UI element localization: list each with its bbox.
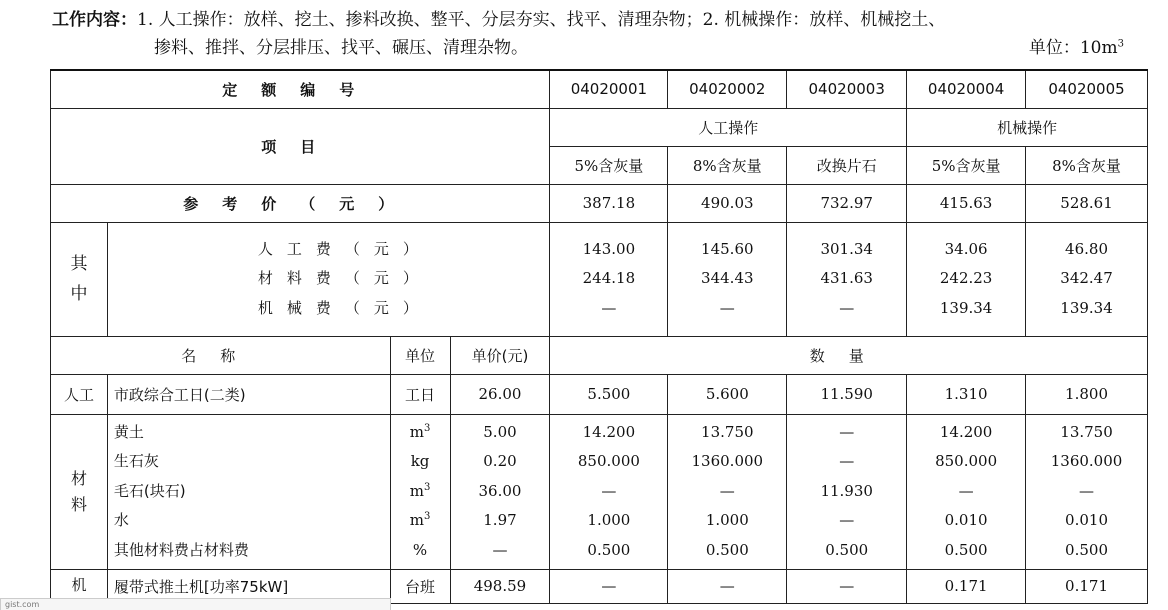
ref-price-cell: 415.63 — [907, 184, 1026, 222]
labor-qty: 5.600 — [668, 374, 787, 414]
material-item-unit: % — [412, 540, 428, 559]
labor-item-unit: 工日 — [390, 374, 450, 414]
subhead-cell: 8%含灰量 — [1026, 146, 1148, 184]
ref-price-cell: 732.97 — [787, 184, 907, 222]
machine-item-name: 履带式推土机[功率75kW] — [107, 569, 390, 603]
subhead-cell: 8%含灰量 — [668, 146, 787, 184]
code-row-label: 定额编号 — [51, 70, 550, 108]
machine-fee-label: 机械费（元） — [257, 298, 432, 317]
subhead-cell: 5%含灰量 — [550, 146, 668, 184]
labor-qty: 5.500 — [550, 374, 668, 414]
labor-row — [51, 374, 1148, 414]
machine-qty: — — [787, 569, 907, 603]
work-content-text-1: 1. 人工操作：放样、挖土、掺料改换、整平、分层夯实、找平、清理杂物；2. 机械操作：放样、机械挖土、 — [137, 10, 946, 30]
labor-item-name: 市政综合工日(二类) — [107, 374, 390, 414]
work-content-header — [52, 6, 1162, 62]
group-row — [51, 108, 1148, 146]
machine-qty: 0.171 — [1026, 569, 1148, 603]
machine-item-unit: 台班 — [390, 569, 450, 603]
material-item-name: 水 — [113, 511, 129, 530]
labor-fee-label: 人工费（元） — [257, 239, 432, 258]
material-qty-col-4: 14.200 850.000 — 0.010 0.500 — [907, 414, 1026, 569]
work-content-label: 工作内容： — [52, 10, 137, 30]
material-item-unit: $m^3$ — [409, 422, 431, 441]
material-qty-col-5: 13.750 1360.000 — 0.010 0.500 — [1026, 414, 1148, 569]
machine-item-price: 498.59 — [450, 569, 550, 603]
labor-qty: 1.800 — [1026, 374, 1148, 414]
header-line-1 — [52, 6, 1162, 34]
fee-row — [51, 222, 1148, 336]
material-units — [390, 414, 450, 569]
group-manual: 人工操作 — [550, 108, 907, 146]
subhead-cell: 5%含灰量 — [907, 146, 1026, 184]
labor-category: 人工 — [51, 374, 108, 414]
ref-price-cell: 490.03 — [668, 184, 787, 222]
name-col-header: 名称 — [51, 336, 391, 374]
machine-qty: 0.171 — [907, 569, 1026, 603]
material-qty-col-3: — — 11.930 — 0.500 — [787, 414, 907, 569]
fee-labels — [107, 222, 550, 336]
material-item-unit: $m^3$ — [409, 481, 431, 500]
group-machine: 机械操作 — [907, 108, 1148, 146]
unit-label: 单位：$10m^3$ — [1028, 38, 1124, 58]
code-cell: 04020005 — [1026, 70, 1148, 108]
code-cell: 04020002 — [668, 70, 787, 108]
browser-tab-fragment[interactable]: gist.com — [0, 598, 391, 610]
material-item-name: 黄土 — [113, 422, 144, 441]
code-row — [51, 70, 1148, 108]
subhead-cell: 改换片石 — [787, 146, 907, 184]
code-cell: 04020001 — [550, 70, 668, 108]
among-label: 其中 — [51, 222, 108, 336]
ref-price-label: 参考价（元） — [51, 184, 550, 222]
machine-category: 机 — [51, 569, 108, 603]
code-cell: 04020003 — [787, 70, 907, 108]
ref-price-cell: 387.18 — [550, 184, 668, 222]
quantity-header: 数量 — [550, 336, 1148, 374]
fee-col-3: 301.34 431.63 — — [787, 222, 907, 336]
unit-col-header: 单位 — [390, 336, 450, 374]
work-content-text-2: 掺料、推拌、分层排压、找平、碾压、清理杂物。 — [154, 38, 528, 58]
material-qty-col-1: 14.200 850.000 — 1.000 0.500 — [550, 414, 668, 569]
labor-item-price: 26.00 — [450, 374, 550, 414]
material-item-unit: kg — [410, 452, 430, 471]
material-category: 材料 — [51, 414, 108, 569]
project-label: 项目 — [51, 108, 550, 184]
fee-col-1: 143.00 244.18 — — [550, 222, 668, 336]
material-fee-label: 材料费（元） — [257, 269, 432, 288]
material-qty-col-2: 13.750 1360.000 — 1.000 0.500 — [668, 414, 787, 569]
material-names — [107, 414, 390, 569]
fee-col-4: 34.06 242.23 139.34 — [907, 222, 1026, 336]
column-header-row — [51, 336, 1148, 374]
material-item-unit: $m^3$ — [409, 511, 431, 530]
quota-table — [50, 69, 1148, 604]
ref-price-cell: 528.61 — [1026, 184, 1148, 222]
machine-qty: — — [668, 569, 787, 603]
machine-qty: — — [550, 569, 668, 603]
labor-qty: 1.310 — [907, 374, 1026, 414]
labor-qty: 11.590 — [787, 374, 907, 414]
material-prices: 5.00 0.20 36.00 1.97 — — [450, 414, 550, 569]
ref-price-row — [51, 184, 1148, 222]
fee-col-2: 145.60 344.43 — — [668, 222, 787, 336]
material-block — [51, 414, 1148, 569]
code-cell: 04020004 — [907, 70, 1026, 108]
material-item-name: 其他材料费占材料费 — [113, 540, 249, 559]
fee-col-5: 46.80 342.47 139.34 — [1026, 222, 1148, 336]
unit-price-col-header: 单价(元) — [450, 336, 550, 374]
material-item-name: 生石灰 — [113, 452, 159, 471]
material-item-name: 毛石(块石) — [113, 481, 186, 500]
header-line-2 — [52, 34, 1162, 62]
